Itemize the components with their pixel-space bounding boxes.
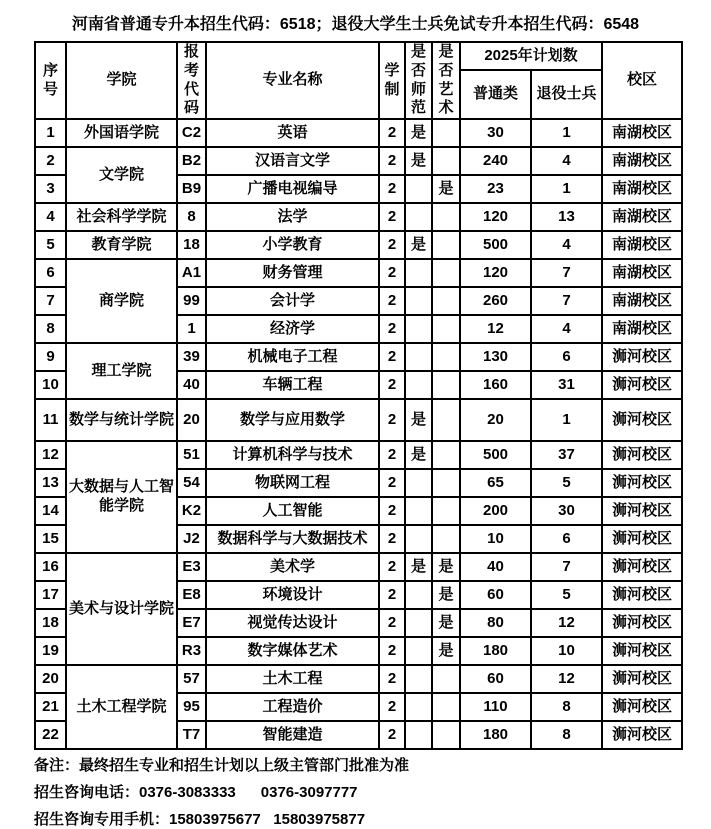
cell-major: 机械电子工程 [206, 343, 379, 371]
cell-duration: 2 [379, 497, 405, 525]
cell-is-normal [405, 315, 432, 343]
page-title: 河南省普通专升本招生代码：6518；退役大学生士兵免试专升本招生代码：6548 [71, 16, 640, 33]
cell-index: 6 [35, 259, 66, 287]
cell-campus: 浉河校区 [602, 343, 682, 371]
cell-major: 经济学 [206, 315, 379, 343]
cell-is-art: 是 [432, 637, 460, 665]
cell-index: 17 [35, 581, 66, 609]
cell-major: 数据科学与大数据技术 [206, 525, 379, 553]
cell-veteran: 13 [531, 203, 602, 231]
cell-veteran: 4 [531, 147, 602, 175]
cell-duration: 2 [379, 119, 405, 147]
cell-duration: 2 [379, 693, 405, 721]
cell-major: 环境设计 [206, 581, 379, 609]
cell-is-art [432, 231, 460, 259]
cell-campus: 南湖校区 [602, 287, 682, 315]
cell-major: 智能建造 [206, 721, 379, 749]
cell-campus: 南湖校区 [602, 259, 682, 287]
cell-duration: 2 [379, 343, 405, 371]
cell-index: 4 [35, 203, 66, 231]
cell-is-art [432, 119, 460, 147]
cell-regular: 160 [460, 371, 531, 399]
table-row [35, 203, 682, 231]
cell-is-art [432, 665, 460, 693]
cell-regular: 180 [460, 721, 531, 749]
cell-duration: 2 [379, 315, 405, 343]
cell-veteran: 37 [531, 441, 602, 469]
cell-code: R3 [177, 637, 206, 665]
cell-duration: 2 [379, 553, 405, 581]
cell-regular: 130 [460, 343, 531, 371]
cell-duration: 2 [379, 399, 405, 441]
cell-veteran: 1 [531, 399, 602, 441]
cell-duration: 2 [379, 665, 405, 693]
cell-major: 工程造价 [206, 693, 379, 721]
cell-duration: 2 [379, 581, 405, 609]
cell-is-art [432, 287, 460, 315]
cell-regular: 60 [460, 581, 531, 609]
cell-college: 土木工程学院 [66, 665, 177, 749]
cell-index: 1 [35, 119, 66, 147]
cell-index: 20 [35, 665, 66, 693]
cell-index: 15 [35, 525, 66, 553]
cell-is-normal [405, 343, 432, 371]
header-duration: 学制 [379, 42, 405, 119]
footer-phone: 招生咨询电话：0376-3083333 0376-3097777 [34, 784, 358, 801]
cell-campus: 南湖校区 [602, 315, 682, 343]
cell-code: J2 [177, 525, 206, 553]
cell-regular: 10 [460, 525, 531, 553]
cell-index: 16 [35, 553, 66, 581]
cell-campus: 南湖校区 [602, 203, 682, 231]
header-campus: 校区 [602, 42, 682, 119]
header-veteran: 退役士兵 [531, 70, 602, 119]
cell-veteran: 6 [531, 343, 602, 371]
cell-index: 18 [35, 609, 66, 637]
cell-duration: 2 [379, 147, 405, 175]
cell-veteran: 7 [531, 287, 602, 315]
cell-duration: 2 [379, 203, 405, 231]
cell-index: 11 [35, 399, 66, 441]
cell-regular: 260 [460, 287, 531, 315]
cell-code: 95 [177, 693, 206, 721]
cell-veteran: 1 [531, 175, 602, 203]
cell-regular: 120 [460, 203, 531, 231]
cell-code: 57 [177, 665, 206, 693]
header-code: 报考代码 [177, 42, 206, 119]
cell-is-art [432, 399, 460, 441]
cell-campus: 浉河校区 [602, 371, 682, 399]
cell-veteran: 8 [531, 693, 602, 721]
cell-is-art [432, 497, 460, 525]
cell-veteran: 7 [531, 259, 602, 287]
cell-regular: 60 [460, 665, 531, 693]
cell-code: 18 [177, 231, 206, 259]
cell-regular: 240 [460, 147, 531, 175]
cell-college: 外国语学院 [66, 119, 177, 147]
header-major: 专业名称 [206, 42, 379, 119]
cell-is-normal [405, 581, 432, 609]
cell-major: 视觉传达设计 [206, 609, 379, 637]
cell-is-normal: 是 [405, 231, 432, 259]
cell-college: 文学院 [66, 147, 177, 203]
cell-duration: 2 [379, 287, 405, 315]
cell-duration: 2 [379, 721, 405, 749]
cell-regular: 180 [460, 637, 531, 665]
cell-is-normal [405, 693, 432, 721]
cell-veteran: 6 [531, 525, 602, 553]
cell-index: 22 [35, 721, 66, 749]
cell-college: 教育学院 [66, 231, 177, 259]
cell-code: K2 [177, 497, 206, 525]
cell-duration: 2 [379, 609, 405, 637]
cell-code: B2 [177, 147, 206, 175]
cell-is-art: 是 [432, 581, 460, 609]
cell-campus: 浉河校区 [602, 665, 682, 693]
cell-duration: 2 [379, 525, 405, 553]
cell-duration: 2 [379, 441, 405, 469]
cell-campus: 南湖校区 [602, 231, 682, 259]
footer-notes [34, 757, 711, 829]
cell-regular: 80 [460, 609, 531, 637]
cell-veteran: 4 [531, 231, 602, 259]
cell-campus: 南湖校区 [602, 119, 682, 147]
cell-campus: 浉河校区 [602, 441, 682, 469]
cell-code: 40 [177, 371, 206, 399]
cell-college: 商学院 [66, 259, 177, 343]
cell-code: E7 [177, 609, 206, 637]
cell-code: A1 [177, 259, 206, 287]
cell-is-art [432, 693, 460, 721]
cell-veteran: 5 [531, 581, 602, 609]
cell-major: 广播电视编导 [206, 175, 379, 203]
cell-major: 会计学 [206, 287, 379, 315]
cell-veteran: 8 [531, 721, 602, 749]
table-row [35, 665, 682, 693]
cell-college: 美术与设计学院 [66, 553, 177, 665]
table-row [35, 399, 682, 441]
cell-campus: 南湖校区 [602, 147, 682, 175]
cell-code: 1 [177, 315, 206, 343]
cell-is-normal: 是 [405, 553, 432, 581]
cell-index: 21 [35, 693, 66, 721]
cell-is-normal [405, 721, 432, 749]
cell-is-art [432, 259, 460, 287]
cell-college: 理工学院 [66, 343, 177, 399]
cell-is-normal: 是 [405, 399, 432, 441]
cell-index: 2 [35, 147, 66, 175]
cell-regular: 120 [460, 259, 531, 287]
cell-major: 数字媒体艺术 [206, 637, 379, 665]
cell-is-art: 是 [432, 553, 460, 581]
cell-duration: 2 [379, 175, 405, 203]
cell-duration: 2 [379, 259, 405, 287]
cell-is-art [432, 371, 460, 399]
cell-regular: 500 [460, 231, 531, 259]
cell-veteran: 12 [531, 609, 602, 637]
cell-is-normal [405, 665, 432, 693]
cell-major: 人工智能 [206, 497, 379, 525]
cell-veteran: 31 [531, 371, 602, 399]
cell-regular: 200 [460, 497, 531, 525]
cell-campus: 浉河校区 [602, 469, 682, 497]
cell-index: 14 [35, 497, 66, 525]
cell-campus: 浉河校区 [602, 553, 682, 581]
header-is-normal: 是否师范 [405, 42, 432, 119]
cell-veteran: 7 [531, 553, 602, 581]
cell-index: 9 [35, 343, 66, 371]
cell-regular: 500 [460, 441, 531, 469]
cell-is-normal [405, 525, 432, 553]
cell-duration: 2 [379, 469, 405, 497]
cell-index: 8 [35, 315, 66, 343]
table-row [35, 259, 682, 287]
footer-mobile: 招生咨询专用手机：15803975677 15803975877 [34, 811, 366, 828]
cell-is-normal [405, 175, 432, 203]
cell-code: B9 [177, 175, 206, 203]
cell-major: 汉语言文学 [206, 147, 379, 175]
cell-is-art [432, 469, 460, 497]
cell-regular: 20 [460, 399, 531, 441]
cell-is-normal [405, 609, 432, 637]
cell-veteran: 5 [531, 469, 602, 497]
cell-major: 财务管理 [206, 259, 379, 287]
cell-veteran: 12 [531, 665, 602, 693]
cell-is-normal [405, 203, 432, 231]
cell-code: 8 [177, 203, 206, 231]
table-row [35, 441, 682, 469]
cell-major: 法学 [206, 203, 379, 231]
cell-is-normal [405, 371, 432, 399]
cell-major: 英语 [206, 119, 379, 147]
table-row [35, 553, 682, 581]
cell-is-art [432, 343, 460, 371]
cell-code: 39 [177, 343, 206, 371]
cell-regular: 30 [460, 119, 531, 147]
cell-code: 51 [177, 441, 206, 469]
cell-is-normal: 是 [405, 147, 432, 175]
cell-duration: 2 [379, 371, 405, 399]
cell-major: 数学与应用数学 [206, 399, 379, 441]
cell-college: 社会科学学院 [66, 203, 177, 231]
cell-major: 车辆工程 [206, 371, 379, 399]
cell-is-normal [405, 469, 432, 497]
cell-campus: 浉河校区 [602, 399, 682, 441]
cell-veteran: 30 [531, 497, 602, 525]
cell-code: 99 [177, 287, 206, 315]
cell-is-art: 是 [432, 175, 460, 203]
cell-duration: 2 [379, 231, 405, 259]
cell-code: E3 [177, 553, 206, 581]
header-row-top [35, 42, 682, 70]
cell-campus: 浉河校区 [602, 693, 682, 721]
cell-is-normal: 是 [405, 119, 432, 147]
cell-is-normal: 是 [405, 441, 432, 469]
cell-major: 土木工程 [206, 665, 379, 693]
cell-index: 12 [35, 441, 66, 469]
admission-plan-table [34, 41, 683, 750]
cell-campus: 浉河校区 [602, 637, 682, 665]
cell-is-art: 是 [432, 609, 460, 637]
cell-regular: 23 [460, 175, 531, 203]
cell-college: 数学与统计学院 [66, 399, 177, 441]
table-row [35, 343, 682, 371]
cell-index: 13 [35, 469, 66, 497]
cell-veteran: 1 [531, 119, 602, 147]
footer-note: 备注：最终招生专业和招生计划以上级主管部门批准为准 [34, 757, 410, 774]
cell-is-art [432, 147, 460, 175]
cell-index: 5 [35, 231, 66, 259]
cell-veteran: 10 [531, 637, 602, 665]
table-row [35, 231, 682, 259]
cell-major: 计算机科学与技术 [206, 441, 379, 469]
header-is-art: 是否艺术 [432, 42, 460, 119]
cell-campus: 浉河校区 [602, 609, 682, 637]
cell-code: C2 [177, 119, 206, 147]
table-row [35, 147, 682, 175]
cell-campus: 浉河校区 [602, 721, 682, 749]
cell-campus: 南湖校区 [602, 175, 682, 203]
header-index: 序号 [35, 42, 66, 119]
cell-major: 美术学 [206, 553, 379, 581]
cell-code: E8 [177, 581, 206, 609]
cell-campus: 浉河校区 [602, 581, 682, 609]
cell-is-normal [405, 637, 432, 665]
cell-is-art [432, 721, 460, 749]
cell-index: 19 [35, 637, 66, 665]
cell-regular: 40 [460, 553, 531, 581]
cell-is-art [432, 315, 460, 343]
cell-code: T7 [177, 721, 206, 749]
cell-major: 小学教育 [206, 231, 379, 259]
header-plan-2025: 2025年计划数 [460, 42, 602, 70]
cell-regular: 65 [460, 469, 531, 497]
cell-campus: 浉河校区 [602, 497, 682, 525]
cell-major: 物联网工程 [206, 469, 379, 497]
header-regular: 普通类 [460, 70, 531, 119]
cell-index: 7 [35, 287, 66, 315]
cell-regular: 110 [460, 693, 531, 721]
header-college: 学院 [66, 42, 177, 119]
cell-is-normal [405, 259, 432, 287]
cell-index: 3 [35, 175, 66, 203]
cell-code: 20 [177, 399, 206, 441]
cell-is-normal [405, 497, 432, 525]
cell-campus: 浉河校区 [602, 525, 682, 553]
cell-veteran: 4 [531, 315, 602, 343]
cell-is-art [432, 203, 460, 231]
cell-code: 54 [177, 469, 206, 497]
cell-college: 大数据与人工智能学院 [66, 441, 177, 553]
cell-regular: 12 [460, 315, 531, 343]
cell-is-art [432, 441, 460, 469]
cell-index: 10 [35, 371, 66, 399]
cell-is-normal [405, 287, 432, 315]
cell-is-art [432, 525, 460, 553]
cell-duration: 2 [379, 637, 405, 665]
table-row [35, 119, 682, 147]
